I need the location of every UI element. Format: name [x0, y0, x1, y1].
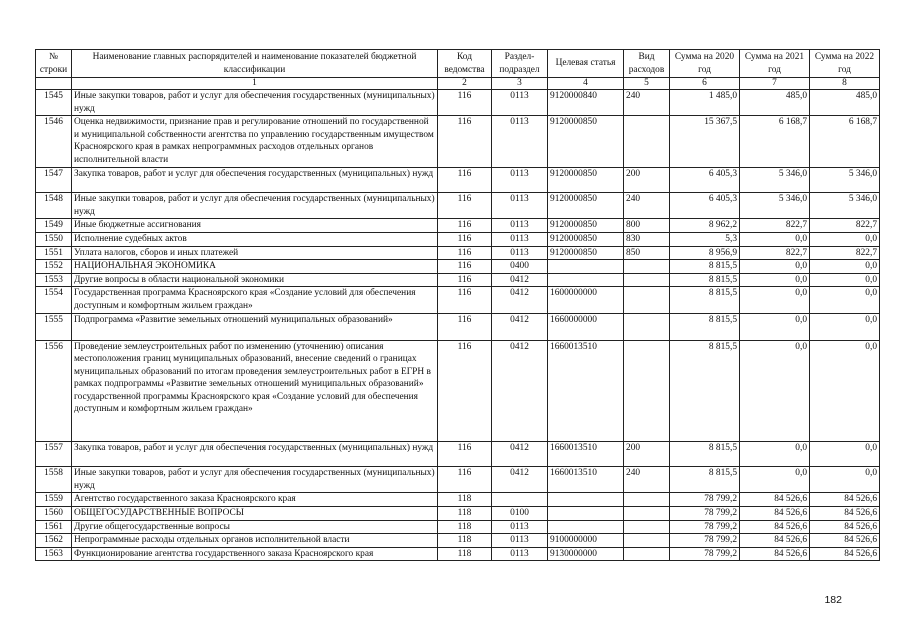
header-target-article: Целевая статья	[548, 50, 624, 78]
table-row	[36, 520, 880, 534]
row-name: Иные закупки товаров, работ и услуг для обеспечения государственных (муниципальных) нужд	[72, 193, 438, 219]
row-sum-2021: 6 168,7	[740, 116, 810, 167]
header-sum-2022: Сумма на 2022 год	[810, 50, 880, 78]
row-section: 0113	[492, 246, 548, 260]
row-expense-kind	[624, 547, 670, 561]
table-row	[36, 246, 880, 260]
row-number: 1553	[36, 273, 72, 287]
header-name: Наименование главных распорядителей и наименование показателей бюджетной классификации	[72, 50, 438, 78]
row-dept-code: 116	[438, 260, 492, 274]
row-sum-2020: 78 799,2	[670, 547, 740, 561]
row-sum-2022: 0,0	[810, 260, 880, 274]
header-expense-kind: Вид расходов	[624, 50, 670, 78]
row-number: 1552	[36, 260, 72, 274]
row-section	[492, 493, 548, 507]
table-row	[36, 273, 880, 287]
row-dept-code: 116	[438, 232, 492, 246]
table-row	[36, 193, 880, 219]
row-sum-2022: 0,0	[810, 340, 880, 441]
row-sum-2022: 84 526,6	[810, 507, 880, 521]
row-target-article: 9120000850	[548, 193, 624, 219]
row-target-article: 9120000850	[548, 246, 624, 260]
row-sum-2021: 84 526,6	[740, 507, 810, 521]
row-sum-2021: 84 526,6	[740, 493, 810, 507]
row-target-article: 1660013510	[548, 340, 624, 441]
row-dept-code: 116	[438, 441, 492, 467]
row-sum-2020: 1 485,0	[670, 90, 740, 116]
row-sum-2022: 0,0	[810, 273, 880, 287]
row-name: Другие общегосударственные вопросы	[72, 520, 438, 534]
row-name: НАЦИОНАЛЬНАЯ ЭКОНОМИКА	[72, 260, 438, 274]
table-row	[36, 90, 880, 116]
row-expense-kind: 240	[624, 90, 670, 116]
row-name: Иные закупки товаров, работ и услуг для обеспечения государственных (муниципальных) нужд	[72, 467, 438, 493]
row-sum-2021: 0,0	[740, 467, 810, 493]
row-number: 1556	[36, 340, 72, 441]
row-sum-2020: 78 799,2	[670, 520, 740, 534]
row-dept-code: 118	[438, 507, 492, 521]
row-section: 0113	[492, 534, 548, 548]
row-sum-2021: 5 346,0	[740, 193, 810, 219]
header-sum-2021: Сумма на 2021 год	[740, 50, 810, 78]
row-section: 0400	[492, 260, 548, 274]
row-sum-2021: 0,0	[740, 287, 810, 313]
header-row	[36, 50, 880, 78]
table-row	[36, 507, 880, 521]
row-sum-2021: 0,0	[740, 441, 810, 467]
row-sum-2020: 78 799,2	[670, 534, 740, 548]
header-dept-code: Код ведомства	[438, 50, 492, 78]
table-row	[36, 116, 880, 167]
row-section: 0412	[492, 467, 548, 493]
row-target-article	[548, 260, 624, 274]
row-name: Иные закупки товаров, работ и услуг для обеспечения государственных (муниципальных) нужд	[72, 90, 438, 116]
row-target-article: 9120000850	[548, 116, 624, 167]
row-name: Закупка товаров, работ и услуг для обеспечения государственных (муниципальных) нужд	[72, 441, 438, 467]
header-row-number: № строки	[36, 50, 72, 78]
row-name: Непрограммные расходы отдельных органов исполнительной власти	[72, 534, 438, 548]
row-sum-2021: 0,0	[740, 340, 810, 441]
row-expense-kind	[624, 340, 670, 441]
row-dept-code: 118	[438, 520, 492, 534]
row-dept-code: 116	[438, 287, 492, 313]
budget-table	[35, 49, 880, 561]
row-sum-2021: 5 346,0	[740, 167, 810, 193]
row-expense-kind: 800	[624, 219, 670, 233]
row-sum-2021: 0,0	[740, 313, 810, 340]
row-section: 0412	[492, 313, 548, 340]
column-number: 2	[438, 78, 492, 90]
row-dept-code: 116	[438, 219, 492, 233]
row-sum-2021: 84 526,6	[740, 547, 810, 561]
row-dept-code: 116	[438, 246, 492, 260]
row-number: 1549	[36, 219, 72, 233]
row-number: 1558	[36, 467, 72, 493]
column-number: 4	[548, 78, 624, 90]
table-row	[36, 167, 880, 193]
row-target-article	[548, 507, 624, 521]
row-sum-2022: 5 346,0	[810, 193, 880, 219]
row-sum-2020: 8 815,5	[670, 273, 740, 287]
row-dept-code: 116	[438, 167, 492, 193]
table-row	[36, 313, 880, 340]
page-number: 182	[824, 594, 842, 606]
row-target-article	[548, 273, 624, 287]
row-sum-2020: 8 962,2	[670, 219, 740, 233]
row-sum-2022: 84 526,6	[810, 534, 880, 548]
row-sum-2020: 8 815,5	[670, 313, 740, 340]
column-number: 3	[492, 78, 548, 90]
row-target-article	[548, 520, 624, 534]
row-expense-kind: 830	[624, 232, 670, 246]
row-expense-kind	[624, 260, 670, 274]
row-target-article: 1660000000	[548, 313, 624, 340]
row-name: Другие вопросы в области национальной экономики	[72, 273, 438, 287]
row-expense-kind	[624, 116, 670, 167]
row-sum-2022: 5 346,0	[810, 167, 880, 193]
row-sum-2020: 6 405,3	[670, 193, 740, 219]
row-sum-2022: 822,7	[810, 246, 880, 260]
row-sum-2022: 0,0	[810, 467, 880, 493]
row-expense-kind: 850	[624, 246, 670, 260]
table-row	[36, 287, 880, 313]
row-expense-kind	[624, 507, 670, 521]
table-row	[36, 547, 880, 561]
row-sum-2020: 8 815,5	[670, 467, 740, 493]
row-sum-2020: 6 405,3	[670, 167, 740, 193]
row-section: 0113	[492, 193, 548, 219]
row-section: 0113	[492, 547, 548, 561]
row-sum-2020: 8 815,5	[670, 441, 740, 467]
row-target-article: 1660013510	[548, 441, 624, 467]
row-number: 1546	[36, 116, 72, 167]
row-sum-2022: 822,7	[810, 219, 880, 233]
row-number: 1560	[36, 507, 72, 521]
row-name: Государственная программа Красноярского края «Создание условий для обеспечения доступным и комфортным жильем граждан»	[72, 287, 438, 313]
row-sum-2022: 485,0	[810, 90, 880, 116]
row-number: 1557	[36, 441, 72, 467]
row-number: 1562	[36, 534, 72, 548]
row-section: 0113	[492, 90, 548, 116]
row-number: 1545	[36, 90, 72, 116]
row-name: Исполнение судебных актов	[72, 232, 438, 246]
row-number: 1548	[36, 193, 72, 219]
row-sum-2021: 0,0	[740, 260, 810, 274]
row-sum-2022: 0,0	[810, 287, 880, 313]
row-dept-code: 116	[438, 313, 492, 340]
row-sum-2022: 84 526,6	[810, 547, 880, 561]
row-target-article	[548, 493, 624, 507]
row-section: 0113	[492, 520, 548, 534]
row-dept-code: 118	[438, 547, 492, 561]
row-dept-code: 116	[438, 467, 492, 493]
row-number: 1551	[36, 246, 72, 260]
column-number	[36, 78, 72, 90]
row-sum-2022: 84 526,6	[810, 493, 880, 507]
row-sum-2021: 84 526,6	[740, 534, 810, 548]
row-sum-2021: 822,7	[740, 219, 810, 233]
row-section: 0412	[492, 273, 548, 287]
row-name: Закупка товаров, работ и услуг для обеспечения государственных (муниципальных) нужд	[72, 167, 438, 193]
table-row	[36, 493, 880, 507]
row-expense-kind	[624, 520, 670, 534]
row-sum-2022: 0,0	[810, 313, 880, 340]
row-name: Уплата налогов, сборов и иных платежей	[72, 246, 438, 260]
row-sum-2022: 6 168,7	[810, 116, 880, 167]
row-dept-code: 116	[438, 116, 492, 167]
row-expense-kind: 240	[624, 467, 670, 493]
table-row	[36, 467, 880, 493]
row-sum-2022: 0,0	[810, 232, 880, 246]
row-section: 0412	[492, 287, 548, 313]
row-expense-kind: 200	[624, 167, 670, 193]
row-target-article: 9120000840	[548, 90, 624, 116]
row-sum-2020: 78 799,2	[670, 493, 740, 507]
row-number: 1561	[36, 520, 72, 534]
row-section: 0412	[492, 441, 548, 467]
row-target-article: 1600000000	[548, 287, 624, 313]
row-target-article: 9130000000	[548, 547, 624, 561]
row-name: ОБЩЕГОСУДАРСТВЕННЫЕ ВОПРОСЫ	[72, 507, 438, 521]
table-body	[36, 90, 880, 561]
row-section: 0113	[492, 232, 548, 246]
column-number: 8	[810, 78, 880, 90]
column-number: 5	[624, 78, 670, 90]
row-sum-2021: 485,0	[740, 90, 810, 116]
row-name: Оценка недвижимости, признание прав и регулирование отношений по государственной и муниципальной собственности агентства по управлению государственным имуществом Красноярского края в рамках непрограммных расходов отдельных органов исполнительной власти	[72, 116, 438, 167]
row-number: 1550	[36, 232, 72, 246]
row-dept-code: 116	[438, 90, 492, 116]
row-expense-kind	[624, 534, 670, 548]
row-sum-2020: 8 815,5	[670, 260, 740, 274]
row-target-article: 9120000850	[548, 167, 624, 193]
row-name: Иные бюджетные ассигнования	[72, 219, 438, 233]
row-expense-kind	[624, 273, 670, 287]
row-dept-code: 116	[438, 340, 492, 441]
row-section: 0412	[492, 340, 548, 441]
row-section: 0113	[492, 219, 548, 233]
row-sum-2020: 8 815,5	[670, 287, 740, 313]
row-name: Подпрограмма «Развитие земельных отношений муниципальных образований»	[72, 313, 438, 340]
row-sum-2021: 822,7	[740, 246, 810, 260]
row-sum-2022: 84 526,6	[810, 520, 880, 534]
column-number: 6	[670, 78, 740, 90]
row-expense-kind: 240	[624, 193, 670, 219]
row-number: 1563	[36, 547, 72, 561]
table-row	[36, 232, 880, 246]
row-number: 1559	[36, 493, 72, 507]
row-number: 1555	[36, 313, 72, 340]
row-sum-2020: 78 799,2	[670, 507, 740, 521]
table-row	[36, 534, 880, 548]
row-expense-kind	[624, 287, 670, 313]
row-sum-2021: 0,0	[740, 232, 810, 246]
row-target-article: 9120000850	[548, 219, 624, 233]
row-section: 0113	[492, 167, 548, 193]
header-section: Раздел-подраздел	[492, 50, 548, 78]
table-row	[36, 441, 880, 467]
row-sum-2020: 8 956,9	[670, 246, 740, 260]
row-section: 0100	[492, 507, 548, 521]
header-sum-2020: Сумма на 2020 год	[670, 50, 740, 78]
row-sum-2021: 84 526,6	[740, 520, 810, 534]
row-target-article: 9120000850	[548, 232, 624, 246]
row-section: 0113	[492, 116, 548, 167]
row-expense-kind	[624, 313, 670, 340]
row-number: 1547	[36, 167, 72, 193]
row-sum-2020: 5,3	[670, 232, 740, 246]
row-sum-2020: 15 367,5	[670, 116, 740, 167]
row-dept-code: 116	[438, 193, 492, 219]
row-target-article: 9100000000	[548, 534, 624, 548]
row-sum-2021: 0,0	[740, 273, 810, 287]
row-sum-2022: 0,0	[810, 441, 880, 467]
table-row	[36, 260, 880, 274]
row-target-article: 1660013510	[548, 467, 624, 493]
row-dept-code: 118	[438, 534, 492, 548]
row-name: Проведение землеустроительных работ по изменению (уточнению) описания местоположения границ муниципальных образований, внесение сведений о границах муниципальных образований по итогам проведения землеустроительных работ в ЕГРН в рамках подпрограммы «Развитие земельных отношений муниципальных образований» государственной программы Красноярского края «Создание условий для обеспечения доступным и комфортным жильем граждан»	[72, 340, 438, 441]
column-number: 7	[740, 78, 810, 90]
header-numbers-row	[36, 78, 880, 90]
row-expense-kind: 200	[624, 441, 670, 467]
row-name: Функционирование агентства государственного заказа Красноярского края	[72, 547, 438, 561]
row-sum-2020: 8 815,5	[670, 340, 740, 441]
row-dept-code: 116	[438, 273, 492, 287]
table-row	[36, 219, 880, 233]
row-number: 1554	[36, 287, 72, 313]
row-expense-kind	[624, 493, 670, 507]
row-dept-code: 118	[438, 493, 492, 507]
row-name: Агентство государственного заказа Красноярского края	[72, 493, 438, 507]
table-row	[36, 340, 880, 441]
column-number: 1	[72, 78, 438, 90]
